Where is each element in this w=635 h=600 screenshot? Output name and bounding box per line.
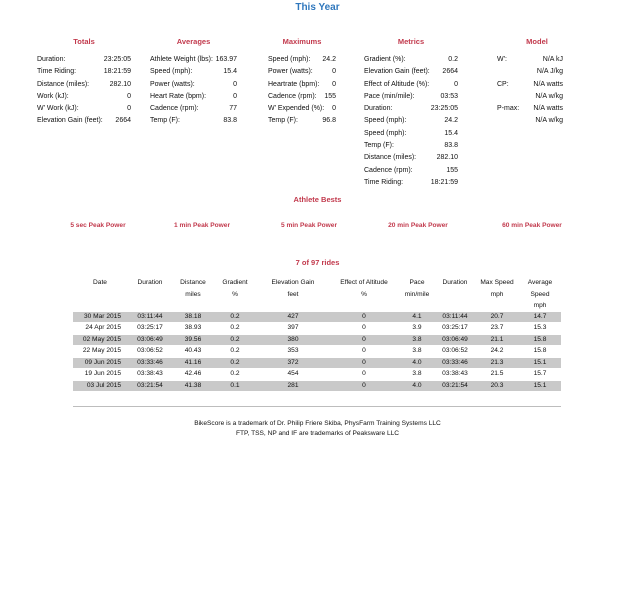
column-header: Elevation Gain feet — [271, 279, 315, 298]
table-cell: 23.7 — [490, 324, 504, 331]
metric-value: 03:53 — [440, 92, 458, 100]
totals-row — [37, 79, 131, 91]
table-cell: 372 — [257, 357, 329, 369]
metric-label: Cadence (rpm): — [150, 105, 199, 113]
model-value: N/A kJ — [542, 56, 563, 63]
table-cell: 21.5 — [490, 370, 504, 377]
model-value: N/A w/kg — [535, 92, 563, 100]
metric-label: Pace (min/mile): — [364, 92, 415, 100]
rides-table — [73, 277, 561, 392]
metric-value: 18:21:59 — [103, 68, 131, 76]
metrics-row — [364, 165, 458, 177]
metric-value: 0.2 — [448, 56, 458, 63]
table-cell: 38.93 — [184, 324, 202, 331]
model-heading: Model — [526, 37, 548, 46]
metric-label: Power (watts): — [268, 68, 313, 76]
metric-label: Gradient (%): — [364, 56, 406, 63]
totals-row — [37, 54, 131, 66]
column-header: Max Speed mph — [480, 279, 514, 298]
table-cell: 0 — [329, 334, 399, 346]
metric-label: Speed (mph): — [364, 117, 407, 125]
table-cell: 03:11:44 — [435, 312, 475, 323]
metrics-row — [364, 177, 458, 189]
table-cell: 3.8 — [399, 334, 435, 346]
metric-label: Distance (miles): — [364, 154, 417, 162]
metric-label: Temp (F): — [150, 117, 180, 125]
metric-value: 155 — [446, 166, 458, 174]
table-cell: 0.1 — [213, 380, 257, 392]
table-cell: 40.43 — [184, 347, 202, 354]
table-cell: 15.7 — [533, 370, 547, 377]
metric-label: Elevation Gain (feet): — [364, 68, 430, 76]
metric-label: Cadence (rpm): — [364, 166, 413, 174]
averages-heading: Averages — [176, 37, 211, 46]
metric-label: Time Riding: — [37, 68, 77, 76]
table-cell: 21.1 — [475, 334, 519, 346]
table-cell: 3.8 — [412, 370, 422, 377]
column-header: Distance miles — [180, 279, 206, 298]
metric-label: Speed (mph): — [150, 68, 193, 76]
metric-value: 0 — [332, 105, 336, 113]
metric-value: 0 — [233, 80, 237, 88]
maximums-heading: Maximums — [282, 37, 322, 46]
metric-label: Duration: — [364, 105, 393, 113]
table-cell: 0 — [362, 324, 366, 331]
table-cell: 03:38:43 — [137, 370, 163, 377]
table-cell: 0.2 — [230, 324, 240, 331]
table-cell: 03:25:17 — [442, 324, 468, 331]
totals-row — [37, 115, 131, 127]
metric-value: 23:25:05 — [430, 105, 458, 113]
table-cell: 03:25:17 — [137, 324, 163, 331]
metric-value: 15.4 — [444, 129, 458, 137]
model-label: P-max: — [497, 105, 520, 113]
metric-value: 83.8 — [444, 142, 458, 150]
metric-label: Heart Rate (bpm): — [150, 92, 207, 100]
model-label: CP: — [497, 80, 509, 88]
table-cell: 0.2 — [213, 334, 257, 346]
table-cell: 0.2 — [213, 312, 257, 323]
averages-row — [150, 91, 237, 103]
metric-value: 282.10 — [436, 154, 458, 162]
table-cell: 454 — [287, 370, 299, 377]
best-20min-peak-power: 20 min Peak Power — [388, 222, 448, 229]
table-cell: 24.2 — [490, 347, 504, 354]
metric-value: 2664 — [115, 117, 131, 125]
ride-date: 03 Jul 2015 — [73, 380, 127, 392]
averages-row — [150, 79, 237, 91]
ride-date: 30 Mar 2015 — [73, 312, 127, 323]
metric-label: Athlete Weight (lbs): — [150, 56, 213, 63]
metrics-row — [364, 115, 458, 127]
metric-label: Time Riding: — [364, 178, 404, 186]
maximums-row — [268, 54, 336, 66]
metrics-row — [364, 91, 458, 103]
column-header: Duration — [137, 279, 163, 286]
model-row-w — [497, 54, 563, 66]
metric-value: 0 — [127, 92, 131, 100]
metric-value: 0 — [454, 80, 458, 88]
table-cell: 21.3 — [475, 357, 519, 369]
metric-value: 77 — [229, 105, 237, 113]
footer-divider — [73, 406, 561, 407]
table-cell: 15.1 — [519, 357, 561, 369]
metric-value: 282.10 — [109, 80, 131, 88]
table-cell: 0.2 — [213, 357, 257, 369]
maximums-row — [268, 66, 336, 78]
best-60min-peak-power: 60 min Peak Power — [502, 222, 562, 229]
metric-label: Elevation Gain (feet): — [37, 117, 103, 125]
model-label: W': — [497, 56, 507, 63]
metric-value: 155 — [324, 92, 336, 100]
metric-value: 96.8 — [322, 117, 336, 125]
table-cell: 4.0 — [399, 380, 435, 392]
ride-date: 09 Jun 2015 — [73, 357, 127, 369]
metrics-heading: Metrics — [397, 37, 425, 46]
ride-date: 22 May 2015 — [82, 347, 121, 354]
metrics-row — [364, 103, 458, 115]
averages-row — [150, 115, 237, 127]
metric-value: 2664 — [442, 68, 458, 76]
averages-row — [150, 103, 237, 115]
maximums-row — [268, 79, 336, 91]
metric-label: Speed (mph): — [364, 129, 407, 137]
table-cell: 03:21:54 — [127, 380, 173, 392]
table-cell: 20.3 — [475, 380, 519, 392]
table-cell: 03:21:54 — [435, 380, 475, 392]
model-value: N/A w/kg — [535, 117, 563, 125]
metric-label: Cadence (rpm): — [268, 92, 317, 100]
table-cell: 15.1 — [519, 380, 561, 392]
table-cell: 353 — [287, 347, 299, 354]
table-cell: 380 — [257, 334, 329, 346]
table-cell: 03:06:49 — [127, 334, 173, 346]
metrics-row — [364, 128, 458, 140]
metric-value: 23:25:05 — [103, 56, 131, 63]
averages-row — [150, 54, 237, 66]
averages-list — [150, 54, 237, 128]
table-cell: 41.38 — [173, 380, 213, 392]
table-cell: 39.56 — [173, 334, 213, 346]
metrics-row — [364, 66, 458, 78]
table-cell: 03:33:46 — [127, 357, 173, 369]
rides-heading: 7 of 97 rides — [295, 258, 340, 267]
footer-trademark-line-1: BikeScore is a trademark of Dr. Philip Friere Skiba, PhysFarm Training Systems LLC — [194, 420, 441, 427]
table-cell: 15.8 — [533, 347, 547, 354]
table-row — [73, 357, 561, 369]
column-header: Date — [93, 279, 107, 286]
table-cell: 3.9 — [412, 324, 422, 331]
table-cell: 03:06:52 — [442, 347, 468, 354]
column-header: Average Speed mph — [527, 279, 553, 309]
maximums-row — [268, 115, 336, 127]
metric-value: 15.4 — [223, 68, 237, 76]
metric-label: Temp (F): — [268, 117, 298, 125]
metric-value: 0 — [127, 105, 131, 113]
table-cell: 03:06:49 — [435, 334, 475, 346]
totals-list — [37, 54, 131, 128]
best-1min-peak-power: 1 min Peak Power — [173, 222, 231, 229]
table-row — [73, 334, 561, 346]
table-cell: 0 — [362, 347, 366, 354]
metric-value: 24.2 — [322, 56, 336, 63]
table-cell: 14.7 — [519, 312, 561, 323]
model-list — [497, 54, 563, 128]
totals-row — [37, 66, 131, 78]
metrics-row — [364, 140, 458, 152]
table-cell: 397 — [287, 324, 299, 331]
best-5min-peak-power: 5 min Peak Power — [280, 222, 338, 229]
table-row — [73, 346, 561, 358]
metric-label: Power (watts): — [150, 80, 195, 88]
totals-row — [37, 91, 131, 103]
model-row-cp — [497, 79, 563, 91]
table-header-row — [73, 277, 561, 312]
metric-label: Temp (F): — [364, 142, 394, 150]
metrics-row — [364, 54, 458, 66]
metric-value: 18:21:59 — [430, 178, 458, 186]
table-cell: 38.18 — [173, 312, 213, 323]
metric-label: Duration: — [37, 56, 66, 63]
metric-label: W' Work (kJ): — [37, 105, 79, 113]
page-title: This Year — [295, 2, 340, 13]
table-cell: 03:38:43 — [442, 370, 468, 377]
table-cell: 03:33:46 — [435, 357, 475, 369]
model-row-pmax — [497, 103, 563, 115]
metric-value: 83.8 — [223, 117, 237, 125]
column-header: Duration — [442, 279, 468, 286]
metric-label: Effect of Altitude (%): — [364, 80, 430, 88]
table-row — [73, 312, 561, 323]
table-cell: 4.1 — [399, 312, 435, 323]
table-cell: 0 — [362, 370, 366, 377]
table-cell: 41.16 — [173, 357, 213, 369]
table-cell: 427 — [257, 312, 329, 323]
table-row — [73, 369, 561, 381]
table-cell: 20.7 — [475, 312, 519, 323]
model-value: N/A watts — [533, 105, 563, 113]
metric-value: 24.2 — [444, 117, 458, 125]
ride-date: 02 May 2015 — [73, 334, 127, 346]
table-cell: 15.3 — [533, 324, 547, 331]
metric-label: Distance (miles): — [37, 80, 90, 88]
table-cell: 03:06:52 — [137, 347, 163, 354]
column-header: Pace min/mile — [404, 279, 430, 298]
table-cell: 4.0 — [399, 357, 435, 369]
ride-date: 19 Jun 2015 — [84, 370, 121, 377]
metrics-row — [364, 79, 458, 91]
totals-row — [37, 103, 131, 115]
ride-date: 24 Apr 2015 — [85, 324, 121, 331]
metric-label: Speed (mph): — [268, 56, 311, 63]
table-row — [73, 323, 561, 335]
table-cell: 0 — [329, 357, 399, 369]
metric-value: 0 — [233, 92, 237, 100]
maximums-list — [268, 54, 336, 128]
model-value: N/A J/kg — [536, 68, 563, 76]
averages-row — [150, 66, 237, 78]
best-5sec-peak-power: 5 sec Peak Power — [70, 222, 126, 229]
footer-trademark-line-2: FTP, TSS, NP and IF are trademarks of Peaksware LLC — [235, 430, 400, 437]
table-cell: 42.46 — [184, 370, 202, 377]
table-cell: 0.2 — [230, 347, 240, 354]
metric-value: 0 — [332, 68, 336, 76]
table-cell: 0 — [329, 380, 399, 392]
table-cell: 281 — [257, 380, 329, 392]
column-header: Effect of Altitude % — [340, 279, 388, 298]
maximums-row — [268, 103, 336, 115]
table-cell: 15.8 — [519, 334, 561, 346]
table-cell: 3.8 — [412, 347, 422, 354]
metric-label: W' Expended (%): — [268, 105, 325, 113]
metric-value: 0 — [332, 80, 336, 88]
athlete-bests-heading: Athlete Bests — [293, 195, 342, 204]
metrics-list — [364, 54, 458, 189]
table-cell: 0.2 — [230, 370, 240, 377]
table-cell: 0 — [329, 312, 399, 323]
table-row — [73, 380, 561, 392]
maximums-row — [268, 91, 336, 103]
metrics-row — [364, 152, 458, 164]
metric-label: Work (kJ): — [37, 92, 69, 100]
table-cell: 03:11:44 — [127, 312, 173, 323]
metric-value: 163.97 — [215, 56, 237, 63]
model-value: N/A watts — [533, 80, 563, 88]
totals-heading: Totals — [73, 37, 95, 46]
metric-label: Heartrate (bpm): — [268, 80, 320, 88]
column-header: Gradient % — [222, 279, 248, 298]
